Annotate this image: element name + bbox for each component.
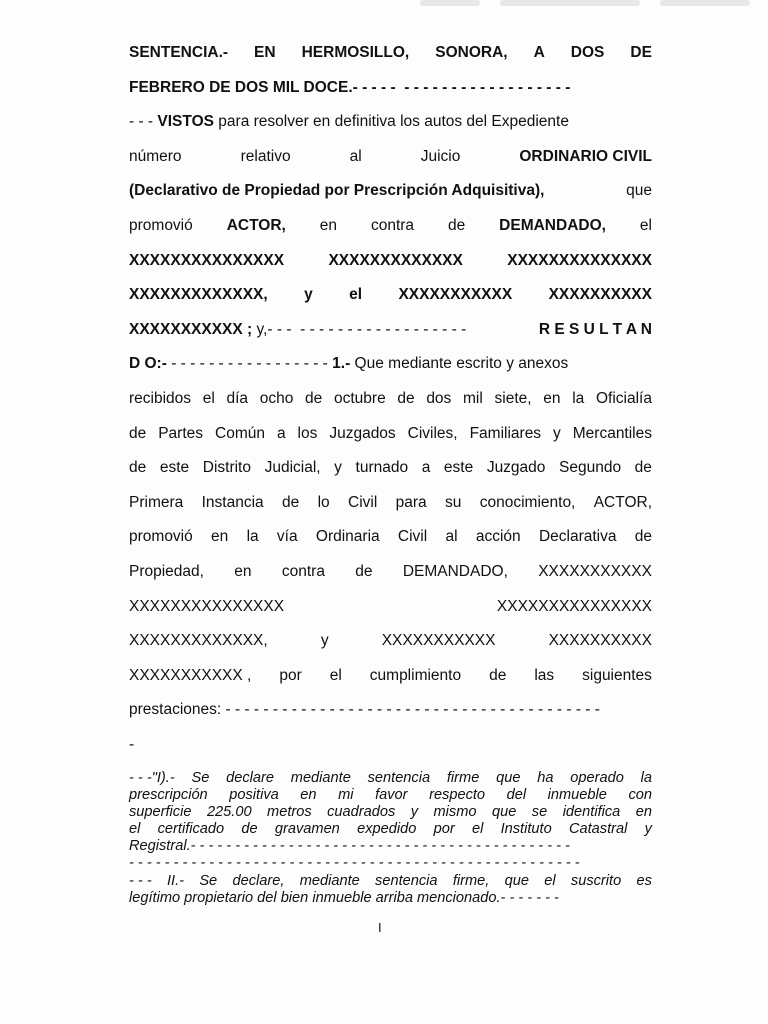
word: expedido (357, 821, 417, 838)
line-text: prestaciones: - - - - - - - - - - - - - - - - - - - - - - - - - - - - - - - - - - - - - - - - (129, 701, 600, 719)
word: de (489, 666, 507, 684)
word: 225.00 (206, 804, 252, 821)
word: Oficialía (595, 389, 652, 407)
line (129, 590, 652, 625)
quote-text: Registral.- - - - - - - - - - - - - - - - - - - - - - - - - - - - - - - - - - - - - - - - - - - (129, 838, 570, 855)
line (129, 728, 652, 763)
word: A (533, 44, 545, 61)
line-text: - (129, 735, 135, 753)
line-text: para resolver en definitiva los autos del Expediente (213, 113, 569, 131)
word: de (397, 389, 415, 407)
word: que (496, 770, 521, 786)
quote-line (129, 770, 652, 787)
word: Judicial, (264, 459, 321, 477)
line-text: Que mediante escrito y anexos (350, 355, 569, 373)
word: y (334, 459, 342, 477)
word: XXXXXXXXXXXXXXX (129, 597, 285, 615)
word: XXXXXXXXXXX (381, 632, 496, 650)
word: el (129, 821, 141, 838)
word: SONORA, (435, 44, 508, 61)
word: el (329, 666, 342, 684)
word: y (304, 286, 313, 304)
line-text: - - - (129, 113, 158, 131)
word: prescripción (129, 787, 208, 804)
word: metros (267, 804, 312, 821)
word: Propiedad, (129, 562, 204, 580)
line-text: (Declarativo de Propiedad por Prescripción Adquisitiva), (129, 182, 545, 200)
word: Juicio (420, 147, 461, 165)
word: que (491, 804, 517, 821)
word: - - -"I).- (129, 770, 175, 786)
line-text: D O:- (129, 355, 167, 373)
word: XXXXXXXXXXXXXX (507, 251, 652, 269)
word: mil (463, 389, 483, 407)
word: Distrito (202, 459, 251, 477)
line (129, 382, 652, 417)
word: se (531, 804, 548, 821)
word: gravamen (274, 821, 340, 838)
word: operado (570, 770, 624, 786)
word: promovió (129, 528, 193, 546)
word: mediante (290, 770, 351, 786)
word: la (640, 770, 652, 786)
word: Instituto (500, 821, 552, 838)
word: Instancia (201, 493, 264, 511)
word: XXXXXXXXXXXXX, (129, 286, 268, 304)
word: es (636, 872, 652, 889)
word: con (628, 787, 652, 804)
quote-line (129, 890, 652, 907)
word: de (447, 216, 466, 234)
word: certificado (157, 821, 225, 838)
scan-smudge (420, 0, 480, 6)
quoted-claims (129, 770, 652, 907)
word: al (349, 147, 362, 165)
word: para (395, 493, 427, 511)
word: ACTOR, (593, 493, 652, 511)
scan-smudge (660, 0, 750, 6)
word: DE (630, 44, 652, 61)
line (129, 105, 652, 140)
word: dos (426, 389, 452, 407)
word: de (634, 528, 652, 546)
word: ACTOR, (226, 216, 286, 234)
word: de (129, 424, 147, 442)
word: contra (281, 562, 325, 580)
word: octubre (333, 389, 386, 407)
word: XXXXXXXXXX (548, 286, 652, 304)
word: SENTENCIA.- (129, 44, 229, 61)
word: a (421, 459, 431, 477)
line (129, 486, 652, 521)
word: EN (254, 44, 276, 61)
word: favor (375, 787, 408, 804)
word: Declarativa (538, 528, 617, 546)
word: Catastral (568, 821, 628, 838)
line (129, 36, 652, 71)
word: superficie (129, 804, 192, 821)
word: por (433, 821, 455, 838)
word: DOS (570, 44, 605, 61)
word: recibidos (129, 389, 192, 407)
word: contra (370, 216, 415, 234)
line (129, 693, 652, 728)
word: Se (191, 770, 210, 786)
word: relativo (240, 147, 291, 165)
line (129, 71, 652, 106)
word: Juzgados (329, 424, 396, 442)
word: Mercantiles (572, 424, 652, 442)
word: y (644, 821, 652, 838)
word: mismo (433, 804, 477, 821)
line (129, 520, 652, 555)
line-text: y,- - - - - - - - - - - - - - - - - - - - - (252, 320, 467, 338)
word: Común (215, 424, 265, 442)
word: y (553, 424, 561, 442)
word: Juzgado (486, 459, 546, 477)
word: ORDINARIO CIVIL (519, 147, 652, 165)
word: sentencia (375, 872, 438, 889)
line (129, 244, 652, 279)
word: XXXXXXXXXX (548, 632, 652, 650)
word: día (226, 389, 249, 407)
word: de (355, 562, 373, 580)
quote-line (129, 804, 652, 821)
line (129, 624, 652, 659)
quote-line (129, 838, 652, 855)
word: XXXXXXXXXXX (398, 286, 513, 304)
word: promovió (129, 216, 193, 234)
word: del (506, 787, 527, 804)
word: en (635, 804, 652, 821)
word: su (445, 493, 462, 511)
word: positiva (229, 787, 279, 804)
line-text: XXXXXXXXXXX ; (129, 320, 253, 338)
word: vía (276, 528, 298, 546)
line (129, 417, 652, 452)
word: turnado (355, 459, 409, 477)
word: acción (475, 528, 521, 546)
line (129, 313, 652, 348)
word: ha (537, 770, 554, 786)
word: identifica (562, 804, 621, 821)
scan-smudge (500, 0, 640, 6)
word: a (276, 424, 286, 442)
word: DEMANDADO, (499, 216, 606, 234)
word: de (129, 459, 147, 477)
word: XXXXXXXXXXXXX (328, 251, 463, 269)
word: Familiares (469, 424, 542, 442)
line (129, 347, 652, 382)
word: Ordinaria (315, 528, 380, 546)
word: XXXXXXXXXXXXXXX (496, 597, 652, 615)
line-text: 1.- (332, 355, 351, 373)
word: Partes (158, 424, 204, 442)
word: en (319, 216, 338, 234)
word: firme (446, 770, 480, 786)
line (129, 278, 652, 313)
word: que (504, 872, 529, 889)
word: XXXXXXXXXXXXX, (129, 632, 268, 650)
word: - - - (129, 872, 152, 889)
word: conocimiento, (479, 493, 576, 511)
quote-line (129, 787, 652, 804)
quote-text: - - - - - - - - - - - - - - - - - - - - - - - - - - - - - - - - - - - - - - - - - - - - - - - - - - - (129, 855, 580, 872)
word: inmueble (547, 787, 607, 804)
word: este (159, 459, 190, 477)
word: mi (338, 787, 354, 804)
line (129, 209, 652, 244)
word: siete, (494, 389, 532, 407)
word: Civiles, (407, 424, 458, 442)
word: de (241, 821, 258, 838)
word: Se (199, 872, 218, 889)
sentence-body (129, 36, 652, 762)
word: declare (226, 770, 274, 786)
word: ocho (259, 389, 294, 407)
word: número (129, 147, 182, 165)
word: las (534, 666, 555, 684)
word: y (320, 632, 329, 650)
word: el (639, 216, 652, 234)
word: suscrito (570, 872, 622, 889)
line (129, 555, 652, 590)
word: de (282, 493, 300, 511)
word: Civil (348, 493, 378, 511)
line-text: que (626, 182, 652, 200)
word: II.- (167, 872, 185, 889)
line (129, 174, 652, 209)
word: de (634, 459, 652, 477)
word: DEMANDADO, (402, 562, 508, 580)
word: el (471, 821, 484, 838)
word: firme, (452, 872, 490, 889)
line (129, 659, 652, 694)
word: Segundo (559, 459, 622, 477)
word: en (211, 528, 229, 546)
word: por (279, 666, 302, 684)
quote-line (129, 873, 652, 890)
word: la (246, 528, 259, 546)
word: el (349, 286, 363, 304)
word: de (305, 389, 323, 407)
word: siguientes (582, 666, 652, 684)
word: cuadrados (327, 804, 396, 821)
word: el (202, 389, 215, 407)
word: mediante (299, 872, 360, 889)
word: en (234, 562, 252, 580)
word: XXXXXXXXXXXXXXX (129, 251, 285, 269)
word: declare, (232, 872, 285, 889)
line (129, 140, 652, 175)
word: los (297, 424, 318, 442)
quote-text: legítimo propietario del bien inmueble arriba mencionado.- - - - - - - (129, 889, 559, 906)
line-text: R E S U L T A N (538, 320, 652, 338)
word: XXXXXXXXXXX , (129, 666, 252, 684)
word: XXXXXXXXXXX (538, 562, 652, 580)
line-text: FEBRERO DE DOS MIL DOCE.- - - - - - - - - - - - - - - - - - - - - - - (129, 78, 571, 96)
word: y (410, 804, 419, 821)
word: la (572, 389, 585, 407)
word: Primera (129, 493, 184, 511)
word: en (300, 787, 317, 804)
word: en (543, 389, 561, 407)
page-number: I (378, 920, 382, 935)
word: HERMOSILLO, (301, 44, 410, 61)
word: Civil (397, 528, 428, 546)
line-text: - - - - - - - - - - - - - - - - - (166, 355, 333, 373)
word: este (443, 459, 474, 477)
line-text: VISTOS (157, 113, 214, 131)
word: cumplimiento (369, 666, 462, 684)
word: respecto (429, 787, 486, 804)
line (129, 451, 652, 486)
quote-line (129, 821, 652, 838)
word: sentencia (367, 770, 431, 786)
quote-line (129, 855, 652, 872)
word: al (445, 528, 458, 546)
word: el (544, 872, 556, 889)
word: lo (317, 493, 330, 511)
